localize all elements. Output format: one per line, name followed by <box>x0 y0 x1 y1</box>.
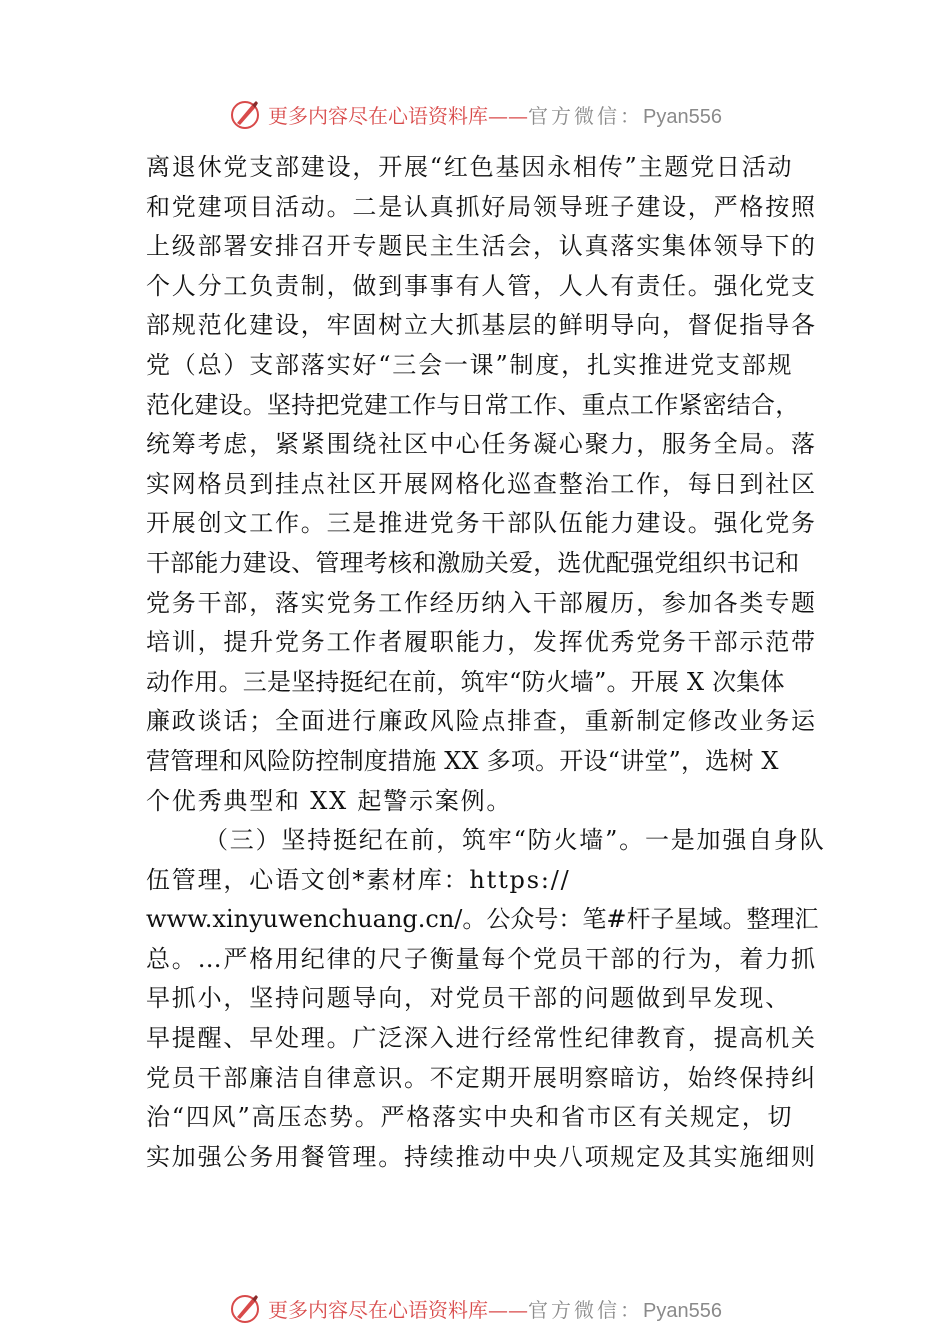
watermark-dash: —— <box>488 1297 529 1322</box>
text-line: 实加强公务用餐管理。持续推动中央八项规定及其实施细则 <box>146 1142 817 1171</box>
text-line: 党员干部廉洁自律意识。不定期开展明察暗访，始终保持纠 <box>146 1063 817 1092</box>
text-line: 个优秀典型和 XX 起警示案例。 <box>146 786 513 815</box>
text-line: 个人分工负责制，做到事事有人管，人人有责任。强化党支 <box>146 271 817 300</box>
section-heading-line: （三）坚持挺纪在前，筑牢“防火墙”。一是加强自身队 <box>204 826 826 855</box>
text-line: 上级部署安排召开专题民主生活会，认真落实集体领导下的 <box>146 232 817 261</box>
footer-watermark <box>0 1288 950 1328</box>
text-line: 党务干部，落实党务工作经历纳入干部履历，参加各类专题 <box>146 588 817 617</box>
pen-logo-icon <box>228 97 262 131</box>
watermark-dash: —— <box>488 103 529 128</box>
watermark-wechat-label: 官方微信： <box>528 103 644 128</box>
text-line: 总。…严格用纪律的尺子衡量每个党员干部的行为，着力抓 <box>146 944 817 973</box>
text-line: 干部能力建设、管理考核和激励关爱，选优配强党组织书记和 <box>146 548 800 577</box>
text-line: 动作用。三是坚持挺纪在前，筑牢“防火墙”。开展 X 次集体 <box>146 667 785 696</box>
watermark-wechat-id: Pyan556 <box>643 105 722 128</box>
text-line: 早抓小，坚持问题导向，对党员干部的问题做到早发现、 <box>146 984 791 1013</box>
text-line: 营管理和风险防控制度措施 XX 多项。开设“讲堂”，选树 X <box>146 746 779 775</box>
watermark-wechat-label: 官方微信： <box>528 1297 644 1322</box>
text-line: 范化建设。坚持把党建工作与日常工作、重点工作紧密结合， <box>146 390 800 419</box>
text-line: 部规范化建设，牢固树立大抓基层的鲜明导向，督促指导各 <box>146 311 817 340</box>
text-line: 离退休党支部建设，开展“红色基因永相传”主题党日活动 <box>146 153 794 181</box>
header-watermark <box>0 94 950 134</box>
document-body <box>146 148 826 1177</box>
text-line: 开展创文工作。三是推进党务干部队伍能力建设。强化党务 <box>146 509 817 538</box>
watermark-text <box>268 1294 722 1323</box>
watermark-main: 更多内容尽在心语资料库 <box>268 103 489 128</box>
text-line: 早提醒、早处理。广泛深入进行经常性纪律教育，提高机关 <box>146 1024 817 1053</box>
text-line: www.xinyuwenchuang.cn/。公众号：笔#杆子星域。整理汇 <box>146 905 819 934</box>
text-line: 治“四风”高压态势。严格落实中央和省市区有关规定，切 <box>146 1103 794 1132</box>
text-line: 统筹考虑，紧紧围绕社区中心任务凝心聚力，服务全局。落 <box>146 430 817 459</box>
text-line: 培训，提升党务工作者履职能力，发挥优秀党务干部示范带 <box>146 628 817 657</box>
pen-logo-icon <box>228 1291 262 1325</box>
text-line: 伍管理，心语文创*素材库：https:// <box>146 865 571 894</box>
watermark-wechat-id: Pyan556 <box>643 1299 722 1322</box>
watermark-main: 更多内容尽在心语资料库 <box>268 1297 489 1322</box>
text-line: 实网格员到挂点社区开展网格化巡查整治工作，每日到社区 <box>146 469 817 498</box>
watermark-text <box>268 100 722 129</box>
text-line: 廉政谈话；全面进行廉政风险点排查，重新制定修改业务运 <box>146 707 817 736</box>
text-line: 党（总）支部落实好“三会一课”制度，扎实推进党支部规 <box>146 350 794 379</box>
text-line: 和党建项目活动。二是认真抓好局领导班子建设，严格按照 <box>146 192 817 221</box>
